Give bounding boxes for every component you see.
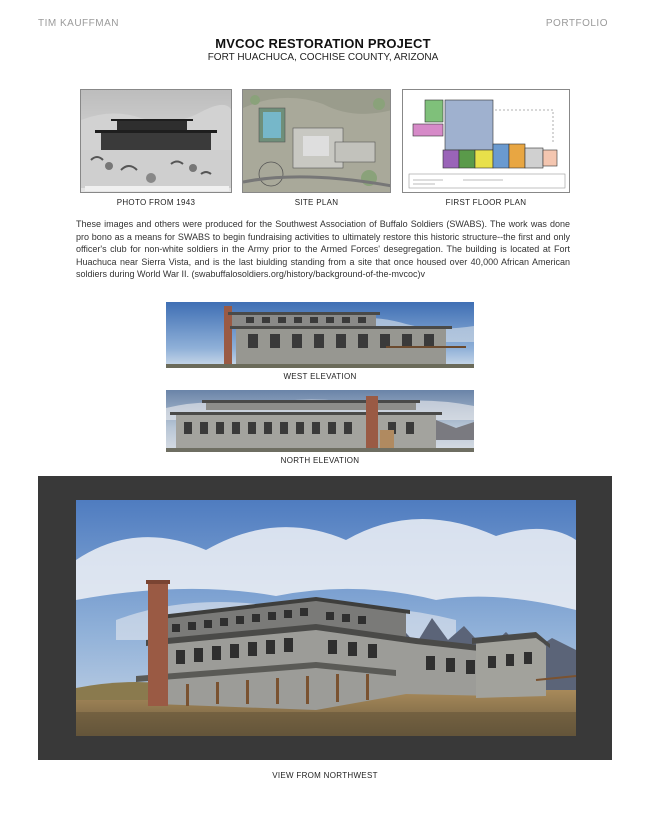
portfolio-label: PORTFOLIO: [545, 18, 608, 29]
northwest-view-render: [76, 500, 576, 736]
caption-floor-plan: FIRST FLOOR PLAN: [445, 198, 527, 207]
caption-photo-1943: PHOTO FROM 1943: [116, 198, 196, 207]
render-frame: [38, 476, 612, 760]
project-title: MVCOC RESTORATION PROJECT: [215, 36, 431, 51]
site-plan-image: [243, 90, 391, 193]
author-name: TIM KAUFFMAN: [38, 18, 119, 29]
historic-photo-image: [81, 90, 232, 193]
project-description: These images and others were produced for the Southwest Association of Buffalo Soldiers (SWABS). The work was done pro bono as a means for SWABS to begin fundraising activities to ultimately restore this historic structure--the first and only officer's club for non-white soldiers in the Army prior to the Armed Forces' desegregation. The building is located at Fort Huachuca near Sierra Vista, and is the last biulding standing from a site that once housed over 40,000 African American soldiers during World War II. (swabuffalosoldiers.org/history/background-of-the-mvcoc)v: [76, 219, 570, 280]
caption-site-plan: SITE PLAN: [294, 198, 339, 207]
caption-northwest-view: VIEW FROM NORTHWEST: [272, 771, 378, 780]
floor-plan-thumbnail: [402, 89, 570, 193]
west-elevation-image: [166, 302, 474, 368]
caption-west-elevation: WEST ELEVATION: [283, 372, 357, 381]
historic-photo-thumbnail: [80, 89, 232, 193]
north-elevation-image: [166, 390, 474, 452]
site-plan-thumbnail: [242, 89, 391, 193]
floor-plan-image: [403, 90, 570, 193]
project-location: FORT HUACHUCA, COCHISE COUNTY, ARIZONA: [207, 52, 439, 63]
caption-north-elevation: NORTH ELEVATION: [280, 456, 360, 465]
